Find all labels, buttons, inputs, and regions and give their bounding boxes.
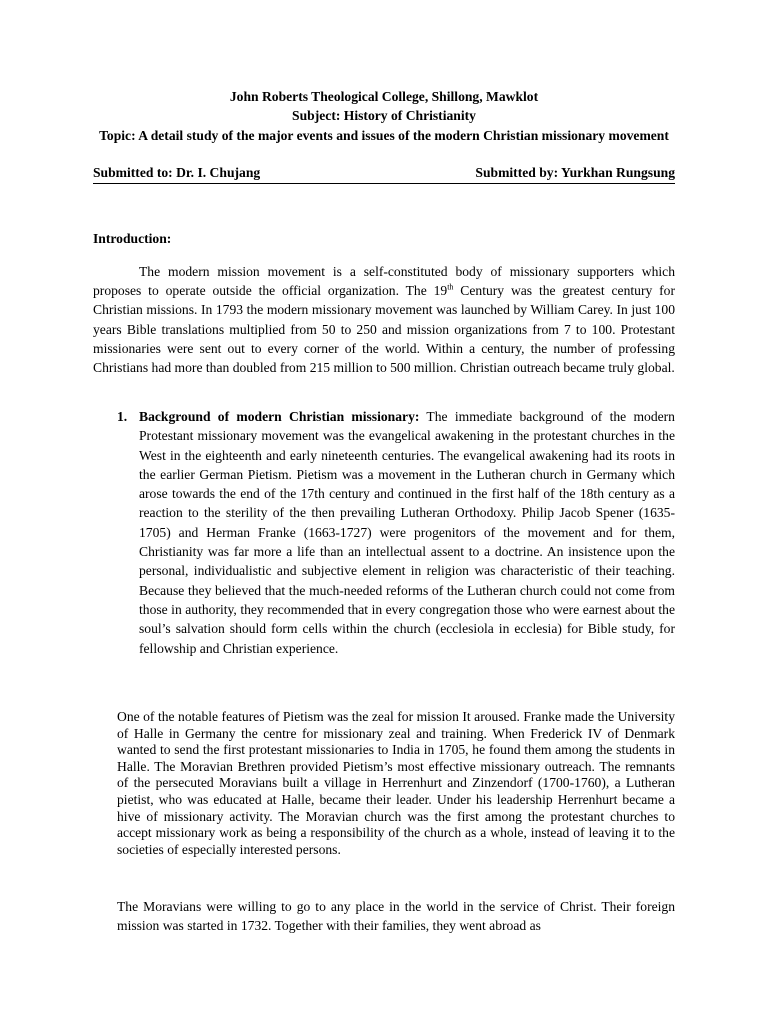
intro-text-part1: The modern mission movement is a self-constituted body of missionary supporters which proposes to operate outside the official organization. The 19 xyxy=(93,264,675,299)
submission-row xyxy=(93,164,675,184)
submitted-by: Submitted by: Yurkhan Rungsung xyxy=(475,165,675,180)
introduction-paragraph xyxy=(93,262,675,377)
college-name: John Roberts Theological College, Shillong, Mawklot xyxy=(229,89,539,104)
moravians-paragraph: The Moravians were willing to go to any place in the world in the service of Christ. Their foreign mission was started in 1732. Together with their families, they went abroad as xyxy=(117,899,675,933)
section-number: 1. xyxy=(117,409,128,424)
section-content xyxy=(139,407,675,658)
section-body: The immediate background of the modern Protestant missionary movement was the evangelical awakening in the protestant churches in the West in the eighteenth and early nineteenth centuries. The evangelical awakening had its roots in the earlier German Pietism. Pietism was a movement in the Lutheran church in Germany which arose towards the end of the 17th century and continued in the first half of the 18th century as a reaction to the sterility of the then prevailing Lutheran Orthodoxy. Philip Jacob Spener (1635-1705) and Herman Franke (1663-1727) were progenitors of the movement and for them, Christianity was far more a life than an intellectual assent to a doctrine. An insistence upon the personal, individualistic and subjective element in religion was characteristic of their teaching. Because they believed that the much-needed reforms of the Lutheran church could not come from those in authority, they recommended that in every congregation those who were earnest about the soul’s salvation should form cells within the church (ecclesiola in ecclesia) for Bible study, for fellowship and Christian experience. xyxy=(139,409,675,656)
intro-superscript: th xyxy=(447,282,454,292)
pietism-paragraph: One of the notable features of Pietism was the zeal for mission It aroused. Franke made the University of Halle in Germany the centre for missionary zeal and training. When Frederick IV of Denmark wanted to send the first protestant missionaries to India in 1705, he found them among the students in Halle. The Moravian Brethren provided Pietism’s most effective missionary outreach. The remnants of the persecuted Moravians built a village in Herrenhurt and Zinzendorf (1700-1760), a Lutheran pietist, who was educated at Halle, became their leader. Under his leadership Herrenhurt became a hive of missionary activity. The Moravian church was the first among the protestant churches to accept missionary work as being a responsibility of the church as a whole, instead of leaving it to the societies of especially interested persons. xyxy=(117,709,675,857)
section-title: Background of modern Christian missionary: xyxy=(139,409,420,424)
subject-line: Subject: History of Christianity xyxy=(292,108,476,124)
document-header xyxy=(93,87,675,145)
intro-text-part2: Century was the greatest century for Christian missions. In 1793 the modern missionary movement was launched by William Carey. In just 100 years Bible translations multiplied from 50 to 250 and mission organizations from 7 to 100. Protestant missionaries were sent out to every corner of the world. Within a century, the number of professing Christians had more than doubled from 215 million to 500 million. Christian outreach became truly global. xyxy=(93,283,675,376)
introduction-heading: Introduction: xyxy=(93,231,172,246)
submitted-to: Submitted to: Dr. I. Chujang xyxy=(93,165,261,180)
topic-line: Topic: A detail study of the major events and issues of the modern Christian missionary movement xyxy=(99,127,669,143)
section-background xyxy=(117,407,675,658)
